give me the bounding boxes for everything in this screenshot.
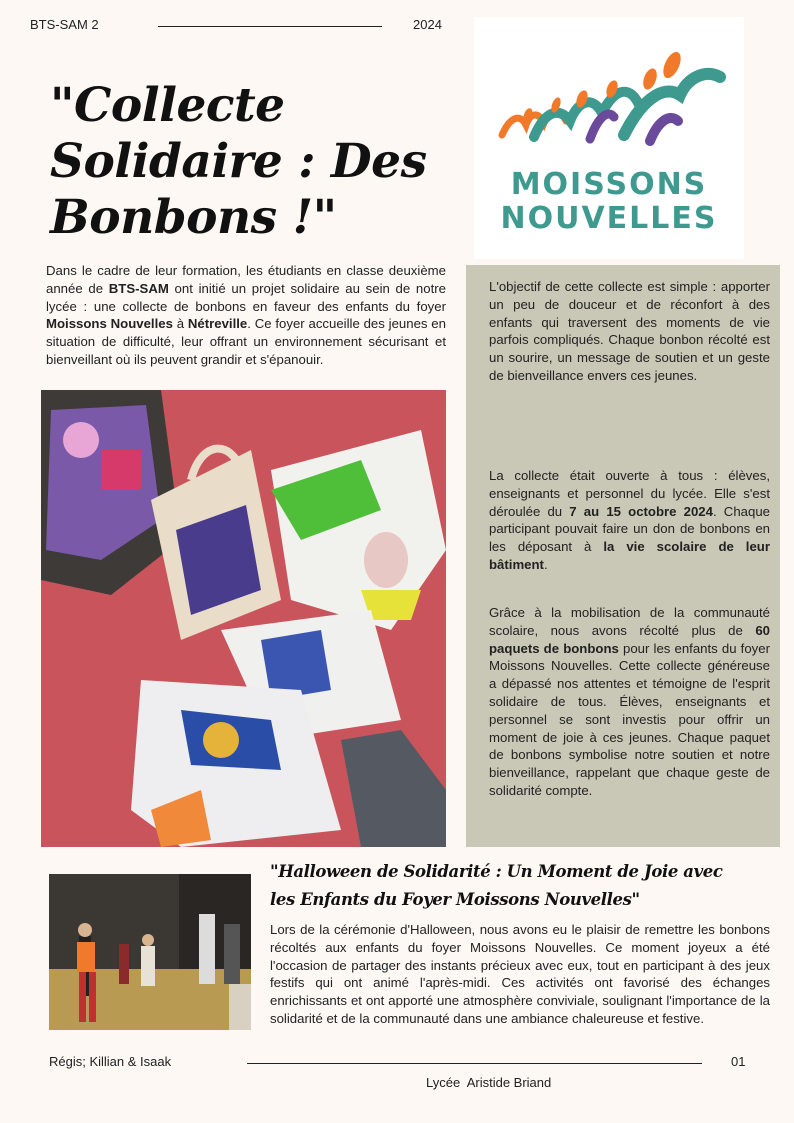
panel-paragraph-2: La collecte était ouverte à tous : élèves, enseignants et personnel du lycée. Elle s'est déroulée du 7 au 15 octobre 2024. Chaque participant pouvait faire un don de bonbons en les déposant à la vie scolaire de leur bâtiment. [489, 468, 770, 572]
footer-rule [247, 1063, 702, 1064]
article-title: "Collecte Solidaire : Des Bonbons !" [50, 78, 427, 245]
logo-line1: MOISSONS [510, 167, 708, 202]
header-label: BTS-SAM 2 [30, 17, 99, 32]
panel-paragraph-1: L'objectif de cette collecte est simple : apporter un peu de douceur et de réconfort à des enfants qui traversent des moments de vie parfois compliqués. Chaque bonbon récolté est un sourire, un message de soutien et un geste de bienveillance envers ces jeunes. [489, 279, 770, 383]
halloween-subtitle: "Halloween de Solidarité : Un Moment de Joie avec les Enfants du Foyer Moissons Nouvelles" [270, 862, 723, 909]
intro-paragraph: Dans le cadre de leur formation, les étudiants en classe deuxième année de BTS-SAM ont initié un projet solidaire au sein de notre lycée : une collecte de bonbons en faveur des enfants du foyer Moissons Nouvelles à Nétreville. Ce foyer accueille des jeunes en situation de difficulté, leur offrant un environnement sécurisant et bienveillant où ils peuvent grandir et s'épanouir. [46, 263, 446, 367]
footer-authors: Régis; Killian & Isaak [49, 1054, 172, 1069]
footer-page-number: 01 [731, 1054, 746, 1069]
wheat-icon [474, 17, 744, 167]
candy-bags-photo [41, 390, 446, 847]
header-rule [158, 26, 382, 27]
header-year: 2024 [413, 17, 442, 32]
logo-line2: NOUVELLES [500, 201, 718, 236]
halloween-paragraph: Lors de la cérémonie d'Halloween, nous avons eu le plaisir de remettre les bonbons récoltés aux enfants du foyer Moissons Nouvelles. Ce moment joyeux a été l'occasion de partager des instants précieux avec eux, tout en participant à des jeux festifs qui ont animé l'après-midi. Ces activités ont favorisé des échanges enrichissants et ont apporté une atmosphère conviviale, soulignant l'importance de la solidarité et de la communauté dans une ambiance chaleureuse et festive. [270, 922, 770, 1026]
halloween-photo [49, 874, 251, 1030]
moissons-nouvelles-logo [474, 17, 744, 259]
footer-school: Lycée Aristide Briand [426, 1075, 552, 1090]
panel-paragraph-3: Grâce à la mobilisation de la communauté scolaire, nous avons récolté plus de 60 paquets de bonbons pour les enfants du foyer Moissons Nouvelles. Cette collecte généreuse a dépassé nos attentes et témoigne de l'esprit solidaire de tous. Élèves, enseignants et personnel se sont investis pour offrir un moment de joie à ces jeunes. Chaque paquet de bonbons symbolise notre soutien et notre bienveillance, rappelant que chaque geste de solidarité compte. [489, 605, 770, 798]
